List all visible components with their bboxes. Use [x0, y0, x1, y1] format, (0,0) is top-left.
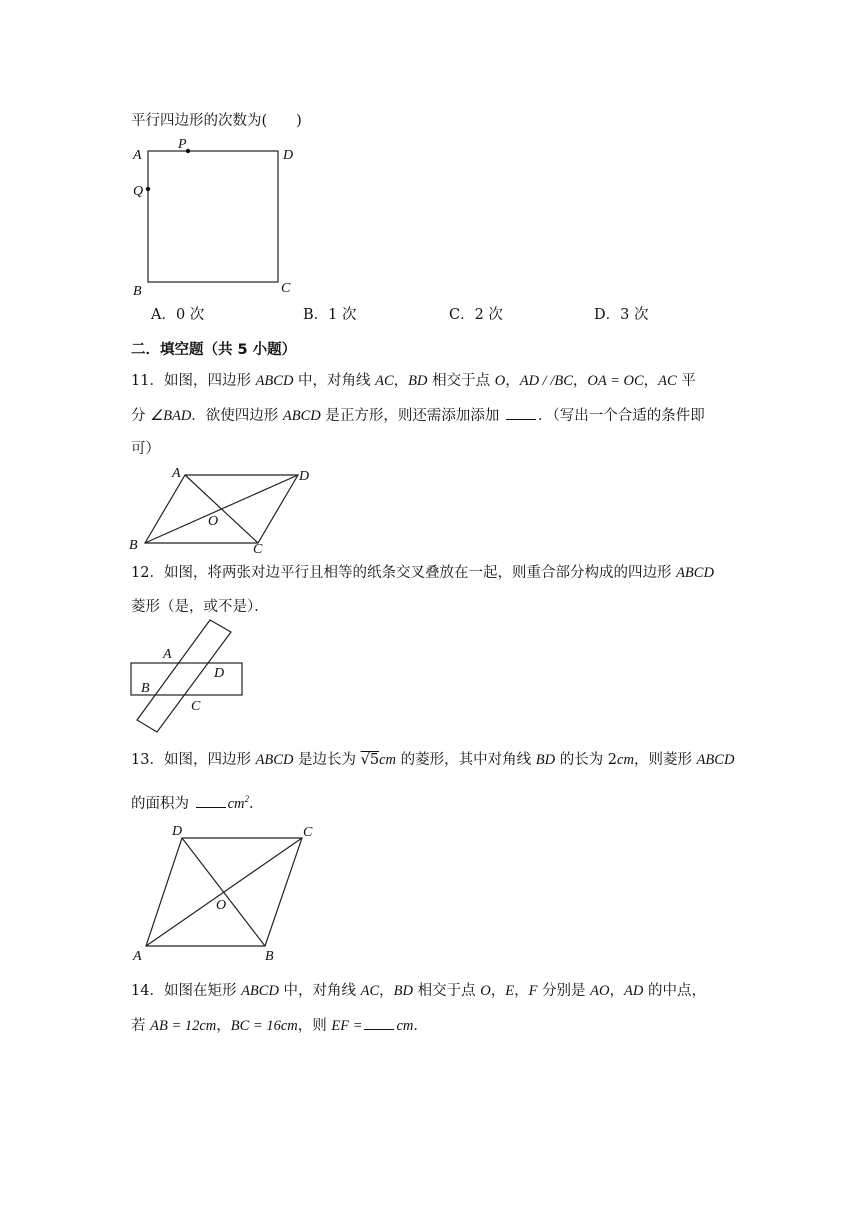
q14-math-ac: AC [360, 983, 380, 999]
q11-comma: ， [505, 373, 520, 389]
q13-text: 13．如图，四边形 [131, 752, 256, 768]
q11-line-3: 可） [131, 441, 160, 457]
q13-line-2 [131, 789, 264, 814]
q13-text: 的面积为 [131, 795, 194, 812]
q11-math-abcd: ABCD [255, 373, 294, 389]
q11-math-bd: BD [408, 373, 428, 389]
q10-question-tail: 平行四边形的次数为( ) [131, 113, 302, 129]
q11-math-oa-oc: OA = OC [587, 373, 644, 389]
section-title: 二．填空题（共 5 小题） [131, 342, 297, 358]
q12-line-2: 菱形（是，或不是）． [131, 599, 269, 615]
q11-text: ．（写出一个合适的条件即 [537, 408, 705, 424]
q11-comma: ， [393, 373, 409, 389]
q11-comma: ， [572, 373, 588, 389]
q14-comma: ， [379, 983, 394, 999]
q12-label-c: C [191, 699, 201, 714]
q11-text: 中，对角线 [293, 373, 376, 389]
q10-option-a[interactable]: A．0 次 [151, 307, 205, 323]
q11-math-ac: AC [375, 373, 394, 389]
q14-comma: ， [514, 983, 529, 999]
q11-math-ad-bc: AD / /BC [519, 373, 573, 389]
q11-text: 平 [676, 373, 696, 389]
q13-math-cm: cm [379, 752, 397, 768]
q11-label-b: B [129, 538, 138, 553]
q10-label-c: C [281, 281, 291, 296]
q11-math-o: O [494, 373, 506, 389]
q13-math-squared: 2 [244, 794, 250, 804]
q12-math-abcd: ABCD [676, 565, 714, 581]
q14-math-ao: AO [590, 983, 610, 999]
q13-label-d: D [172, 824, 183, 839]
q12-label-b: B [141, 681, 150, 696]
q11-answer-blank[interactable] [506, 405, 536, 420]
q11-label-d: D [299, 469, 310, 484]
q12-line-1 [131, 563, 714, 583]
q14-comma: ， [609, 983, 624, 999]
q13-math-cm: cm [227, 795, 245, 812]
q14-math-bd: BD [393, 983, 414, 999]
q13-text: 的长为 2 [555, 752, 618, 768]
q14-text: ，则 [297, 1018, 332, 1034]
q11-math-ac: AC [658, 373, 677, 389]
q10-option-c[interactable]: C．2 次 [449, 307, 503, 323]
q13-label-a: A [133, 949, 142, 964]
q12-paper-strips-figure [125, 618, 255, 738]
q14-comma: ， [216, 1018, 231, 1034]
q13-label-c: C [303, 825, 313, 840]
q10-label-b: B [133, 284, 142, 299]
q14-text: 若 [131, 1018, 151, 1034]
q11-label-a: A [172, 466, 181, 481]
q10-label-q: Q [133, 184, 144, 199]
q14-period: ． [413, 1018, 428, 1034]
q11-math-angle: ∠BAD [150, 408, 192, 424]
q14-math-ab: AB = 12cm [150, 1018, 217, 1034]
q14-math-f: F [528, 983, 538, 999]
q11-math-abcd: ABCD [282, 408, 321, 424]
q13-answer-blank[interactable] [196, 793, 226, 808]
q13-math-bd: BD [535, 752, 556, 768]
q14-math-cm: cm [396, 1018, 414, 1034]
q14-text: 分别是 [537, 983, 591, 999]
q11-text: 分 [131, 408, 151, 424]
q10-label-d: D [283, 148, 294, 163]
q12-label-a: A [163, 647, 172, 662]
q10-option-b[interactable]: B．1 次 [303, 307, 357, 323]
q14-comma: ， [490, 983, 506, 999]
q13-rhombus-figure [125, 818, 335, 968]
q11-text: 相交于点 [427, 373, 495, 389]
q11-line-1 [131, 371, 696, 391]
q14-math-abcd: ABCD [241, 983, 279, 999]
q11-text: 是正方形，则还需添加添加 [320, 408, 504, 424]
q12-label-d: D [214, 666, 225, 681]
q13-line-1 [131, 750, 734, 770]
q13-label-o: O [216, 898, 227, 913]
q12-text: 12．如图，将两张对边平行且相等的纸条交叉叠放在一起，则重合部分构成的四边形 [131, 565, 677, 581]
q14-math-ad: AD [624, 983, 644, 999]
q10-label-p: P [178, 137, 187, 152]
q14-text: 相交于点 [413, 983, 481, 999]
q14-text: 14．如图在矩形 [131, 983, 242, 999]
q13-math-abcd: ABCD [255, 752, 294, 768]
q13-period: ． [249, 795, 264, 812]
q13-text: 是边长为 [293, 752, 361, 768]
q11-label-c: C [253, 542, 263, 557]
q13-math-abcd: ABCD [696, 752, 735, 768]
q14-line-1 [131, 981, 706, 1001]
q11-comma: ， [643, 373, 659, 389]
q11-label-o: O [208, 514, 219, 529]
q14-text: 的中点， [643, 983, 706, 999]
q14-math-e: E [505, 983, 515, 999]
q14-math-ef: EF = [331, 1018, 363, 1034]
q14-math-o: O [480, 983, 491, 999]
q11-line-2 [131, 405, 705, 426]
q14-line-2 [131, 1015, 428, 1036]
q13-math-cm: cm [617, 752, 634, 768]
q11-parallelogram-figure [125, 460, 325, 560]
q14-math-bc: BC = 16cm [230, 1018, 298, 1034]
q14-text: 中，对角线 [278, 983, 361, 999]
q11-text: ．欲使四边形 [191, 408, 283, 424]
q10-option-d[interactable]: D．3 次 [594, 307, 649, 323]
q11-text: 11．如图，四边形 [131, 373, 256, 389]
q13-text: ，则菱形 [633, 752, 697, 768]
q14-answer-blank[interactable] [364, 1015, 394, 1030]
q10-label-a: A [133, 148, 142, 163]
q10-square-figure [125, 137, 305, 302]
q13-label-b: B [265, 949, 274, 964]
q13-math-sqrt5: √5 [360, 752, 380, 768]
q13-text: 的菱形，其中对角线 [396, 752, 536, 768]
